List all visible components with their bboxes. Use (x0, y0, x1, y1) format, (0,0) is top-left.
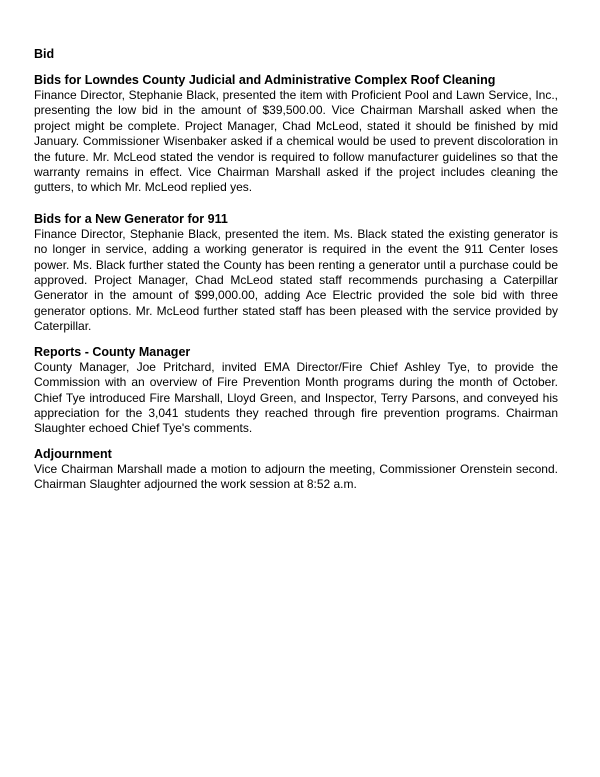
section-body: Finance Director, Stephanie Black, presented the item. Ms. Black stated the existing generator is no longer in service, adding a working generator is required in the event the 911 Center loses power. Ms. Black further stated the County has been renting a generator until a purchase could be approved. Project Manager, Chad McLeod stated staff recommends purchasing a Caterpillar Generator in the amount of $99,000.00, adding Ace Electric provided the sole bid with three generator options. Mr. McLeod further stated staff has been pleased with the service provided by Caterpillar. (34, 226, 558, 334)
section-body: Vice Chairman Marshall made a motion to adjourn the meeting, Commissioner Orenstein second. Chairman Slaughter adjourned the work session at 8:52 a.m. (34, 461, 558, 492)
section-generator-911 (34, 211, 558, 335)
section-heading: Adjournment (34, 446, 112, 461)
section-reports-county-manager (34, 344, 558, 437)
section-adjournment (34, 446, 558, 493)
section-heading: Reports - County Manager (34, 344, 191, 359)
section-roof-cleaning (34, 72, 558, 196)
section-body: Finance Director, Stephanie Black, presented the item with Proficient Pool and Lawn Service, Inc., presenting the low bid in the amount of $39,500.00. Vice Chairman Marshall asked when the project might be complete. Project Manager, Chad McLeod, stated it should be finished by mid January. Commissioner Wisenbaker asked if a chemical would be used to prevent discoloration in the future. Mr. McLeod stated the vendor is required to follow manufacturer guidelines so that the warranty remains in effect. Vice Chairman Marshall asked if the project includes cleaning the gutters, to which Mr. McLeod replied yes. (34, 88, 558, 195)
section-heading: Bids for a New Generator for 911 (34, 211, 228, 226)
section-heading: Bids for Lowndes County Judicial and Administrative Complex Roof Cleaning (34, 73, 496, 87)
section-label-bid: Bid (34, 47, 55, 61)
section-body: County Manager, Joe Pritchard, invited EMA Director/Fire Chief Ashley Tye, to provide the Commission with an overview of Fire Prevention Month programs during the month of October. Chief Tye introduced Fire Marshall, Lloyd Green, and Inspector, Terry Parsons, and conveyed his appreciation for the 3,041 students they reached through fire prevention programs. Chairman Slaughter echoed Chief Tye's comments. (34, 359, 558, 436)
document-page (34, 46, 558, 493)
